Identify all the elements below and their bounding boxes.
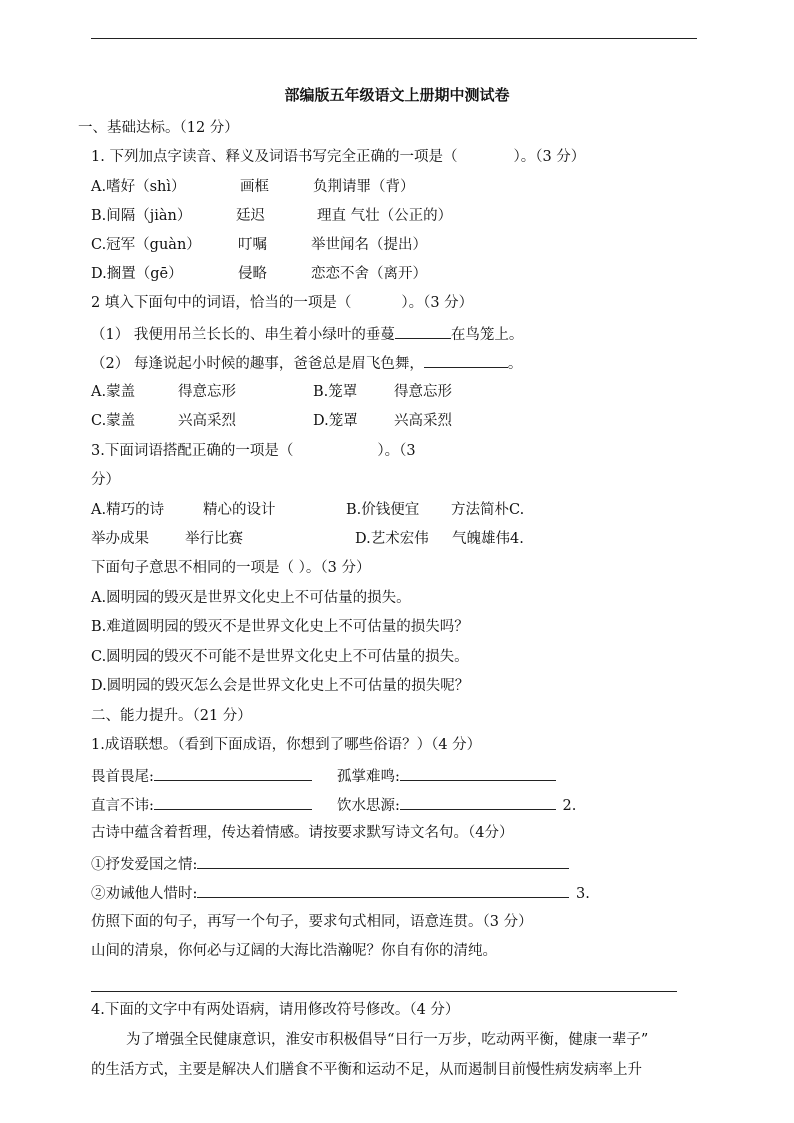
- q1-option-c-1: C.冠军（guàn）: [91, 237, 201, 253]
- q1-stem: 1. 下列加点字读音、释义及词语书写完全正确的一项是（ ）。（3 分）: [91, 149, 586, 165]
- q2-option-d-2: 兴高采烈: [394, 413, 452, 429]
- q1-option-d-2: 侵略: [238, 266, 267, 282]
- header-rule: [91, 38, 697, 39]
- answer-blank[interactable]: [197, 882, 569, 898]
- p4-stem: 4.下面的文字中有两处语病，请用修改符号修改。（4 分）: [91, 1002, 460, 1018]
- p2-item-2: ②劝诫他人惜时: 3.: [91, 882, 590, 904]
- q2-option-b-2: 得意忘形: [394, 384, 452, 400]
- answer-blank[interactable]: [154, 765, 312, 781]
- q1-option-c-2: 叮嘱: [238, 237, 267, 253]
- q1-option-b-2: 廷迟: [236, 208, 265, 224]
- q2-sentence-1: （1） 我便用吊兰长长的、串生着小绿叶的垂蔓 在鸟笼上。: [91, 323, 523, 345]
- q3-option-c-2: 举行比赛: [185, 531, 243, 547]
- p3-stem: 仿照下面的句子，再写一个句子，要求句式相同，语意连贯。（3 分）: [91, 914, 533, 930]
- section-1-heading: 一、基础达标。（12 分）: [78, 120, 239, 136]
- q3-option-b-2: 方法简朴C.: [451, 502, 525, 518]
- q3-option-c-1: 举办成果: [91, 531, 149, 547]
- p4-text-line-1: 为了增强全民健康意识，淮安市积极倡导“日行一万步，吃动两平衡，健康一辈子”: [126, 1032, 649, 1048]
- q4-option-c: C.圆明园的毁灭不可能不是世界文化史上不可估量的损失。: [91, 649, 469, 665]
- q2-option-a-2: 得意忘形: [178, 384, 236, 400]
- q4-option-d: D.圆明园的毁灭怎么会是世界文化史上不可估量的损失呢？: [91, 678, 470, 694]
- p1-item-1: 畏首畏尾:: [91, 765, 312, 787]
- p2-stem: 古诗中蕴含着哲理，传达着情感。请按要求默写诗文名句。（4分）: [91, 825, 514, 841]
- q2-option-a-1: A.蒙盖: [91, 384, 136, 400]
- q2-sentence-2: （2） 每逢说起小时候的趣事，爸爸总是眉飞色舞， 。: [91, 352, 522, 374]
- p3-example: 山间的清泉，你何必与辽阔的大海比浩瀚呢？你自有你的清纯。: [91, 943, 497, 959]
- q1-option-c-3: 举世闻名（提出）: [311, 237, 427, 253]
- q1-option-b-3: 理直 气壮（公正的）: [317, 208, 453, 224]
- q1-option-d-1: D.搁置（gē）: [91, 266, 183, 282]
- p4-text-line-2: 的生活方式，主要是解决人们膳食不平衡和运动不足，从而遏制目前慢性病发病率上升: [91, 1062, 642, 1078]
- q3-option-d-1: D.艺术宏伟: [355, 531, 429, 547]
- answer-blank[interactable]: [424, 352, 508, 368]
- p1-item-2: 孤掌难鸣:: [337, 765, 556, 787]
- q1-option-d-3: 恋恋不舍（离开）: [311, 266, 427, 282]
- q1-option-a-2: 画框: [240, 179, 269, 195]
- q3-option-b-1: B.价钱便宜: [346, 502, 420, 518]
- p1-item-4: 饮水思源: 2.: [337, 794, 576, 816]
- answer-line[interactable]: [91, 991, 677, 992]
- page-title: 部编版五年级语文上册期中测试卷: [284, 86, 510, 104]
- q3-stem: 3.下面词语搭配正确的一项是（ ）。（3: [91, 443, 416, 459]
- answer-blank[interactable]: [197, 853, 569, 869]
- q3-option-a-1: A.精巧的诗: [91, 502, 165, 518]
- answer-blank[interactable]: [395, 323, 451, 339]
- p1-item-3: 直言不讳:: [91, 794, 312, 816]
- q2-option-c-1: C.蒙盖: [91, 413, 136, 429]
- q1-option-a-3: 负荆请罪（背）: [313, 179, 415, 195]
- answer-blank[interactable]: [400, 794, 556, 810]
- p2-item-1: ①抒发爱国之情:: [91, 853, 569, 875]
- q1-option-a-1: A.嗜好（shì）: [91, 179, 186, 195]
- p1-stem: 1.成语联想。（看到下面成语，你想到了哪些俗语？）（4 分）: [91, 737, 482, 753]
- answer-blank[interactable]: [400, 765, 556, 781]
- q4-option-b: B.难道圆明园的毁灭不是世界文化史上不可估量的损失吗？: [91, 619, 469, 635]
- q3-stem-cont: 分）: [91, 472, 120, 488]
- q4-option-a: A.圆明园的毁灭是世界文化史上不可估量的损失。: [91, 590, 411, 606]
- q2-stem: 2 填入下面句中的词语，恰当的一项是（ ）。（3 分）: [91, 295, 474, 311]
- section-2-heading: 二、能力提升。（21 分）: [91, 708, 252, 724]
- q2-option-b-1: B.笼罩: [313, 384, 358, 400]
- q1-option-b-1: B.间隔（jiàn）: [91, 208, 192, 224]
- q3-option-a-2: 精心的设计: [203, 502, 276, 518]
- q2-option-c-2: 兴高采烈: [178, 413, 236, 429]
- q3-option-d-2: 气魄雄伟4.: [452, 531, 524, 547]
- q2-option-d-1: D.笼罩: [313, 413, 358, 429]
- answer-blank[interactable]: [154, 794, 312, 810]
- q4-stem: 下面句子意思不相同的一项是（ ）。（3 分）: [91, 560, 371, 576]
